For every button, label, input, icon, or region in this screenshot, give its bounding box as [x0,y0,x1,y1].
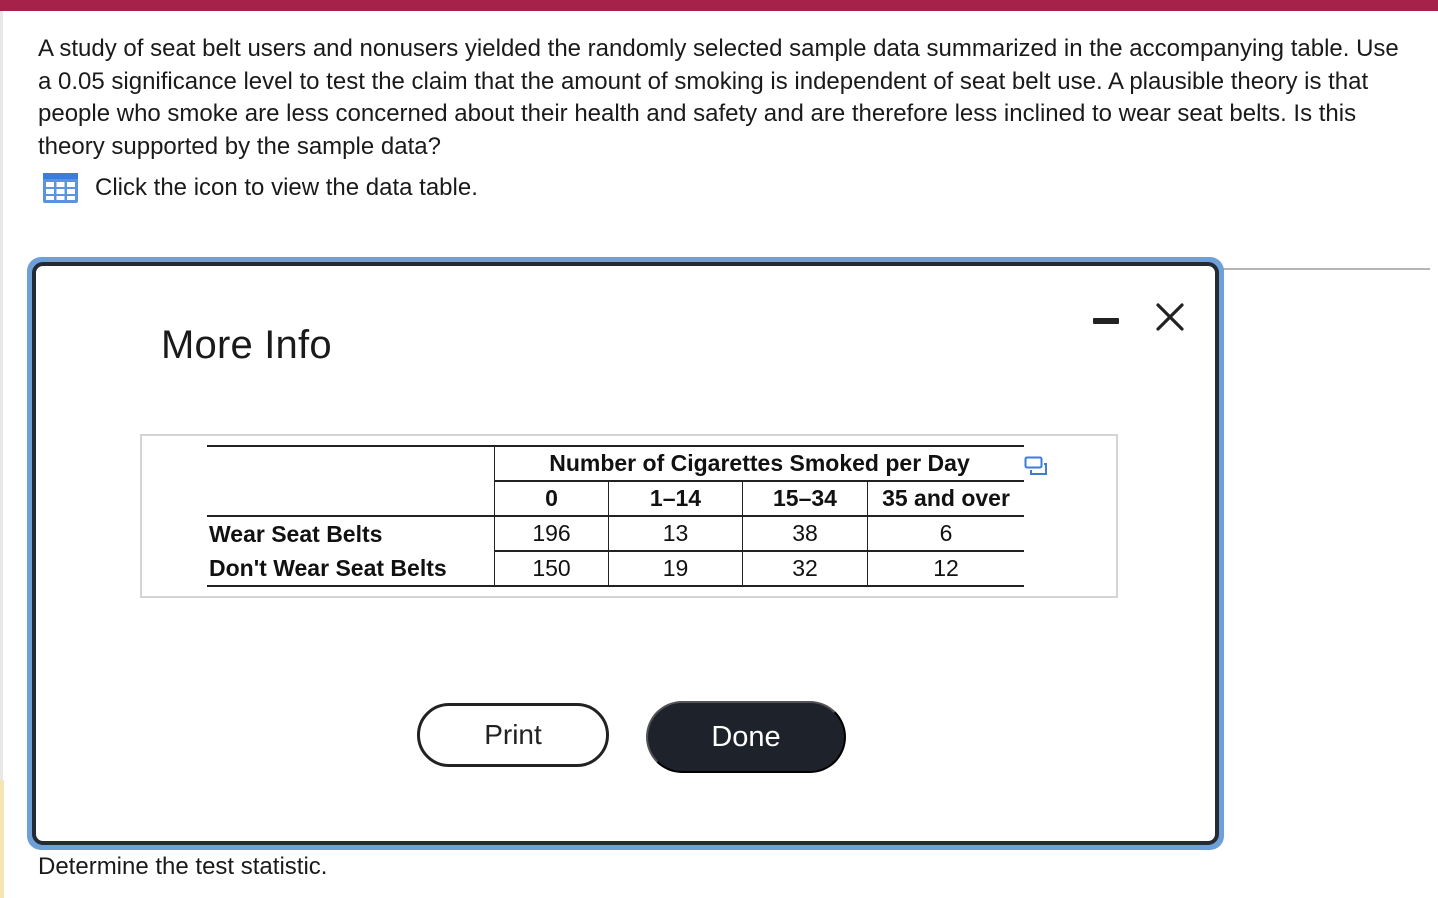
table-cell: 13 [609,516,743,551]
column-header: 15–34 [743,481,868,516]
table-cell: 12 [868,551,1025,586]
left-edge-highlight [0,780,4,898]
data-table-link[interactable] [42,172,478,204]
column-group-header: Number of Cigarettes Smoked per Day [495,446,1025,481]
data-link-label[interactable]: Click the icon to view the data table. [95,174,478,201]
data-table-frame [140,434,1118,598]
table-cell: 38 [743,516,868,551]
table-cell: 6 [868,516,1025,551]
table-corner-cell [207,446,495,481]
column-header: 1–14 [609,481,743,516]
question-text: A study of seat belt users and nonusers yielded the randomly selected sample data summarized in the accompanying table. Use a 0.05 significance level to test the claim that the amount of smoking is independent of seat belt use. A plausible theory is that people who smoke are less concerned about their health and safety and are therefore less inclined to wear seat belts. Is this theory supported by the sample data? [38,35,1399,160]
divider-line [1222,268,1430,270]
column-header: 0 [495,481,609,516]
row-label: Don't Wear Seat Belts [207,551,495,586]
copy-icon[interactable] [1024,456,1048,476]
top-accent-bar [0,0,1438,11]
print-button[interactable]: Print [417,703,609,767]
table-cell: 32 [743,551,868,586]
column-header: 35 and over [868,481,1025,516]
table-cell: 19 [609,551,743,586]
table-cell: 196 [495,516,609,551]
more-info-dialog [32,262,1219,845]
left-edge-border [0,11,3,898]
data-table [207,445,1024,587]
table-row [207,516,1024,551]
table-grid-icon[interactable] [42,172,79,204]
prompt-text: Determine the test statistic. [38,853,328,880]
table-cell: 150 [495,551,609,586]
close-icon[interactable] [1153,300,1187,334]
done-button[interactable]: Done [646,701,846,773]
table-corner-cell [207,481,495,516]
dialog-title: More Info [161,323,332,367]
table-row [207,551,1024,586]
minimize-icon[interactable] [1093,314,1119,328]
row-label: Wear Seat Belts [209,520,383,547]
